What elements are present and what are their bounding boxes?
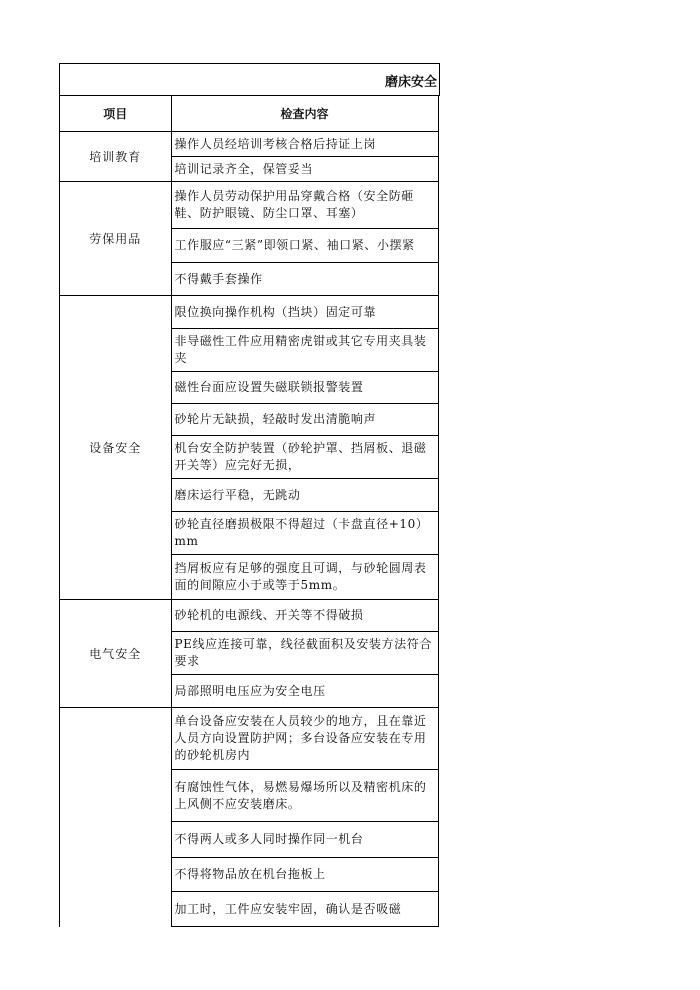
table-row bbox=[60, 132, 438, 157]
item-cell: 磁性台面应设置失磁联锁报警装置 bbox=[171, 372, 438, 404]
item-cell: 培训记录齐全，保管妥当 bbox=[171, 157, 438, 182]
item-cell: PE线应连接可靠，线径截面积及安装方法符合要求 bbox=[171, 632, 438, 675]
category-cell: 劳保用品 bbox=[60, 182, 171, 296]
item-cell: 磨床运行平稳，无跳动 bbox=[171, 479, 438, 512]
header-row bbox=[60, 96, 438, 132]
checklist-table bbox=[60, 96, 439, 927]
sheet-title: 磨床安全 bbox=[385, 75, 438, 90]
item-cell: 局部照明电压应为安全电压 bbox=[171, 675, 438, 708]
table-row bbox=[60, 600, 438, 632]
item-cell: 单台设备应安装在人员较少的地方，且在靠近人员方向设置防护网；多台设备应安装在专用的砂轮机房内 bbox=[171, 708, 438, 770]
item-cell: 挡屑板应有足够的强度且可调，与砂轮圆周表面的间隙应小于或等于5mm。 bbox=[171, 555, 438, 600]
category-cell: 电气安全 bbox=[60, 600, 171, 708]
title-row bbox=[60, 64, 440, 96]
item-cell: 机台安全防护装置（砂轮护罩、挡屑板、退磁开关等）应完好无损， bbox=[171, 436, 438, 479]
item-cell: 不得将物品放在机台拖板上 bbox=[171, 858, 438, 892]
header-content: 检查内容 bbox=[171, 96, 438, 132]
category-cell: 设备安全 bbox=[60, 296, 171, 600]
item-cell: 不得戴手套操作 bbox=[171, 263, 438, 296]
item-cell: 限位换向操作机构（挡块）固定可靠 bbox=[171, 296, 438, 329]
category-cell: 培训教育 bbox=[60, 132, 171, 182]
item-cell: 砂轮片无缺损，轻敲时发出清脆响声 bbox=[171, 404, 438, 436]
item-cell: 加工时，工件应安装牢固，确认是否吸磁 bbox=[171, 892, 438, 927]
table-row bbox=[60, 182, 438, 229]
item-cell: 砂轮直径磨损极限不得超过（卡盘直径+10）mm bbox=[171, 512, 438, 555]
item-cell: 砂轮机的电源线、开关等不得破损 bbox=[171, 600, 438, 632]
category-cell bbox=[60, 708, 171, 927]
table-row bbox=[60, 296, 438, 329]
item-cell: 操作人员劳动保护用品穿戴合格（安全防砸鞋、防护眼镜、防尘口罩、耳塞） bbox=[171, 182, 438, 229]
item-cell: 工作服应“三紧”即领口紧、袖口紧、小摆紧 bbox=[171, 229, 438, 263]
table-row bbox=[60, 708, 438, 770]
checklist-sheet bbox=[59, 63, 440, 927]
header-category: 项目 bbox=[60, 96, 171, 132]
item-cell: 有腐蚀性气体，易燃易爆场所以及精密机床的上风侧不应安装磨床。 bbox=[171, 770, 438, 822]
item-cell: 操作人员经培训考核合格后持证上岗 bbox=[171, 132, 438, 157]
item-cell: 不得两人或多人同时操作同一机台 bbox=[171, 822, 438, 858]
item-cell: 非导磁性工件应用精密虎钳或其它专用夹具装夹 bbox=[171, 329, 438, 372]
